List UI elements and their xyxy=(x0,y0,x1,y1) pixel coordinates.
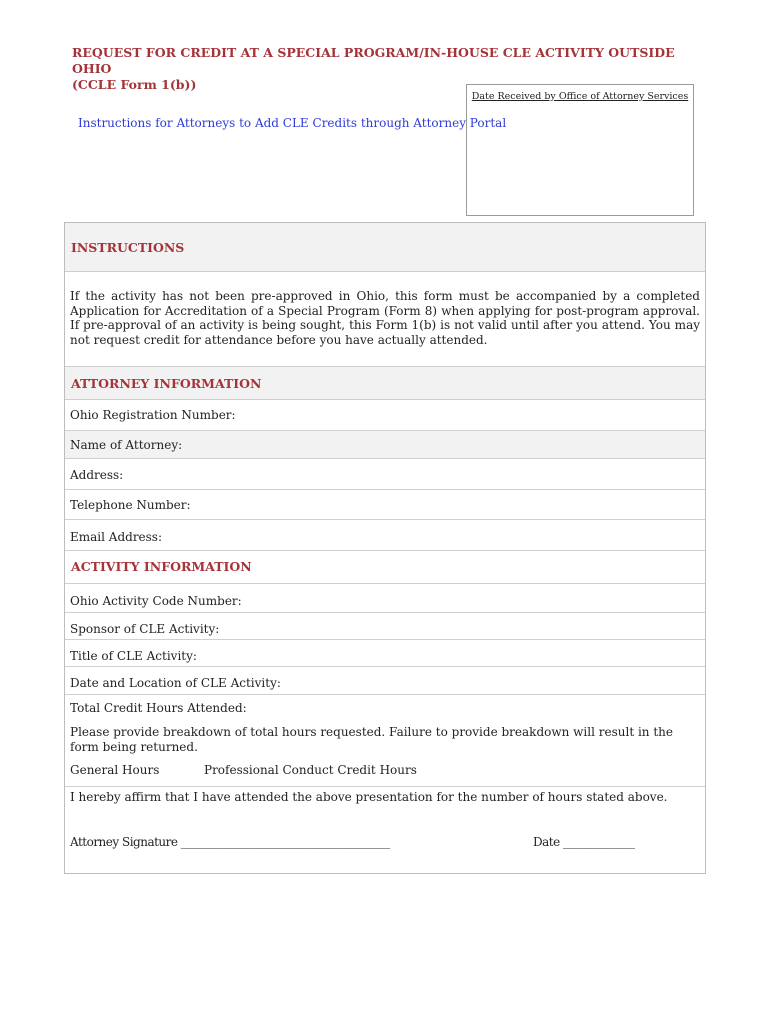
instructions-text: If the activity has not been pre-approved in Ohio, this form must be accompanied by a completed Application for Accreditation of a Special Program (Form 8) when applying for post-program approval. If pre-approval of an activity is being sought, this Form 1(b) is not valid until after you attend. You may not request credit for attendance before you have actually attended. xyxy=(70,289,700,347)
sponsor-field[interactable] xyxy=(227,622,607,636)
email-row xyxy=(65,520,705,550)
affirmation-text: I hereby affirm that I have attended the above presentation for the number of hours stated above. xyxy=(70,790,668,804)
address-row xyxy=(65,459,705,490)
request-form xyxy=(64,222,706,874)
date-received-box xyxy=(466,84,694,216)
email-label: Email Address: xyxy=(70,530,163,544)
activity-title-label: Title of CLE Activity: xyxy=(70,649,197,663)
date-location-field[interactable] xyxy=(289,676,619,690)
general-hours-label: General Hours xyxy=(70,763,160,777)
telephone-row xyxy=(65,490,705,520)
registration-number-row xyxy=(65,400,705,431)
telephone-field[interactable] xyxy=(198,498,578,512)
telephone-label: Telephone Number: xyxy=(70,498,191,512)
date-location-row xyxy=(65,667,705,695)
attorney-name-label: Name of Attorney: xyxy=(70,438,183,452)
total-hours-field[interactable] xyxy=(241,701,441,715)
activity-code-label: Ohio Activity Code Number: xyxy=(70,594,242,608)
activity-code-field[interactable] xyxy=(250,594,630,608)
form-title-line-2: (CCLE Form 1(b)) xyxy=(72,77,197,92)
professional-conduct-hours-label: Professional Conduct Credit Hours xyxy=(204,763,417,777)
activity-information-heading: ACTIVITY INFORMATION xyxy=(65,550,705,584)
attorney-information-heading: ATTORNEY INFORMATION xyxy=(65,366,705,400)
date-location-label: Date and Location of CLE Activity: xyxy=(70,676,281,690)
activity-title-field[interactable] xyxy=(205,649,585,663)
instructions-heading: INSTRUCTIONS xyxy=(65,223,705,272)
email-field[interactable] xyxy=(170,530,550,544)
attorney-signature-line[interactable]: Attorney Signature ______________________________________ xyxy=(70,835,390,849)
total-hours-label: Total Credit Hours Attended: xyxy=(70,701,247,715)
registration-number-label: Ohio Registration Number: xyxy=(70,408,236,422)
breakdown-instructions: Please provide breakdown of total hours requested. Failure to provide breakdown will result in the form being returned. xyxy=(70,725,673,754)
sponsor-row xyxy=(65,613,705,640)
activity-code-row xyxy=(65,584,705,613)
sponsor-label: Sponsor of CLE Activity: xyxy=(70,622,220,636)
address-label: Address: xyxy=(70,468,124,482)
attorney-name-field[interactable] xyxy=(190,438,570,452)
address-field[interactable] xyxy=(131,468,511,482)
form-title-line-1: REQUEST FOR CREDIT AT A SPECIAL PROGRAM/IN-HOUSE CLE ACTIVITY OUTSIDE OHIO xyxy=(72,45,675,76)
date-received-label: Date Received by Office of Attorney Services xyxy=(471,91,689,102)
activity-title-row xyxy=(65,640,705,667)
attorney-name-row xyxy=(65,431,705,459)
attorney-portal-instructions-link[interactable]: Instructions for Attorneys to Add CLE Credits through Attorney Portal xyxy=(78,116,507,130)
registration-number-field[interactable] xyxy=(243,408,623,422)
credit-hours-section xyxy=(65,695,705,787)
signature-date-line[interactable]: Date _____________ xyxy=(533,835,635,849)
